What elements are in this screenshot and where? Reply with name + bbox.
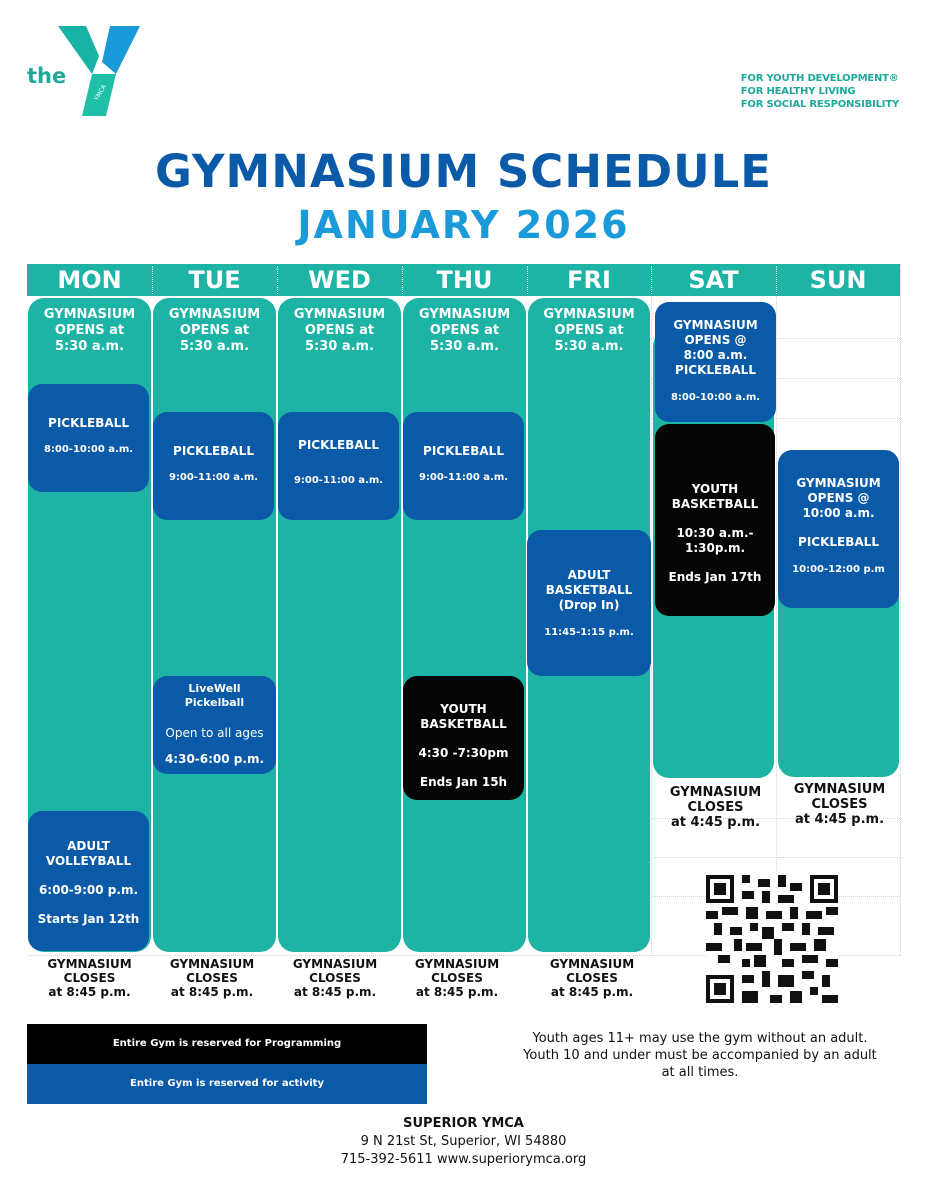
opens-line: OPENS at: [179, 323, 250, 338]
tuesday-opens: [153, 307, 276, 355]
opens-line: OPENS at: [304, 323, 375, 338]
block-title: 8:00 a.m.: [683, 348, 748, 362]
closes-line: at 8:45 p.m.: [415, 985, 499, 999]
thursday-closes: [400, 957, 514, 999]
thursday-youth-basketball-block: [403, 676, 524, 800]
note-line: Youth 10 and under must be accompanied by an adult: [523, 1048, 877, 1063]
opens-line: OPENS at: [554, 323, 624, 338]
block-title: 10:00 a.m.: [802, 506, 875, 520]
closes-line: GYMNASIUM: [793, 782, 886, 797]
sunday-pickleball-block: [778, 450, 899, 608]
opens-line: 5:30 a.m.: [179, 339, 250, 354]
tagline-line-3: FOR SOCIAL RESPONSIBILITY: [740, 99, 899, 110]
day-header-tue: TUE: [188, 266, 241, 294]
block-note: Ends Jan 15h: [419, 775, 508, 789]
qr-code-icon[interactable]: [706, 875, 838, 1003]
closes-line: at 8:45 p.m.: [293, 985, 377, 999]
block-title: BASKETBALL: [545, 583, 633, 597]
closes-line: GYMNASIUM: [549, 957, 635, 971]
ymca-logo-icon: [58, 26, 140, 116]
wednesday-opens: [278, 307, 401, 355]
legend-activity: Entire Gym is reserved for activity: [27, 1064, 427, 1104]
block-title: YOUTH: [691, 482, 739, 496]
block-title: Pickelball: [184, 696, 245, 709]
friday-closes: [528, 957, 656, 999]
block-title: OPENS @: [807, 491, 870, 505]
day-header-fri: FRI: [567, 266, 611, 294]
block-title: PICKLEBALL: [48, 416, 129, 430]
monday-opens: [28, 307, 151, 355]
footer-name: SUPERIOR YMCA: [403, 1116, 524, 1131]
block-time: 9:00-11:00 a.m.: [418, 472, 509, 483]
tagline: [741, 72, 899, 111]
day-header-sat: SAT: [688, 266, 739, 294]
block-time: 6:00-9:00 p.m.: [38, 883, 139, 897]
thursday-pickleball-block: [403, 412, 524, 520]
opens-line: GYMNASIUM: [293, 307, 386, 322]
block-time: 9:00-11:00 a.m.: [168, 472, 259, 483]
block-note: Open to all ages: [165, 726, 264, 740]
closes-line: GYMNASIUM: [292, 957, 378, 971]
block-title: GYMNASIUM: [796, 476, 881, 490]
tuesday-closes: [153, 957, 271, 999]
closes-line: GYMNASIUM: [414, 957, 500, 971]
closes-line: CLOSES: [811, 797, 868, 812]
closes-line: at 4:45 p.m.: [670, 815, 761, 830]
opens-line: OPENS at: [429, 323, 500, 338]
block-title: BASKETBALL: [420, 717, 507, 731]
opens-line: 5:30 a.m.: [429, 339, 500, 354]
thursday-open-hours: [403, 298, 526, 952]
header-divider: [402, 266, 403, 294]
block-time: 4:30 -7:30pm: [418, 746, 509, 760]
closes-line: GYMNASIUM: [47, 957, 132, 971]
header-divider: [651, 266, 652, 294]
wednesday-closes: [278, 957, 392, 999]
block-title: YOUTH: [440, 702, 487, 716]
block-title: (Drop In): [558, 598, 620, 612]
closes-line: CLOSES: [566, 971, 618, 985]
opens-line: 5:30 a.m.: [54, 339, 125, 354]
closes-line: GYMNASIUM: [169, 957, 255, 971]
friday-opens: [528, 307, 650, 355]
legend-programming: Entire Gym is reserved for Programming: [27, 1024, 427, 1064]
youth-policy-note: [500, 1030, 900, 1081]
day-header-sun: SUN: [809, 266, 867, 294]
header-divider: [152, 266, 153, 294]
block-time: 8:00-10:00 a.m.: [43, 444, 134, 455]
tuesday-open-hours: [153, 298, 276, 952]
block-time: 4:30-6:00 p.m.: [164, 752, 265, 766]
block-note: Starts Jan 12th: [37, 912, 140, 926]
saturday-pickleball-block: [655, 302, 776, 422]
grid-line: [651, 857, 900, 858]
closes-line: CLOSES: [309, 971, 361, 985]
friday-adult-basketball-block: [527, 530, 651, 676]
block-note: Ends Jan 17th: [668, 570, 762, 584]
page-subtitle: JANUARY 2026: [297, 203, 630, 247]
opens-line: GYMNASIUM: [168, 307, 261, 322]
block-time: 10:30 a.m.-: [676, 526, 754, 540]
logo-word: the: [27, 64, 67, 88]
footer-address: 9 N 21st St, Superior, WI 54880: [360, 1134, 567, 1149]
closes-line: GYMNASIUM: [669, 785, 762, 800]
header-divider: [527, 266, 528, 294]
block-time: 1:30p.m.: [684, 541, 746, 555]
opens-line: GYMNASIUM: [418, 307, 511, 322]
block-title: ADULT: [67, 839, 110, 853]
note-line: at all times.: [661, 1065, 739, 1080]
block-title: VOLLEYBALL: [45, 854, 132, 868]
block-title: PICKLEBALL: [675, 363, 756, 377]
block-time: 9:00-11:00 a.m.: [293, 475, 384, 486]
block-title: PICKLEBALL: [423, 444, 504, 458]
block-title: GYMNASIUM: [673, 318, 758, 332]
tuesday-livewell-block: [153, 676, 276, 774]
closes-line: CLOSES: [186, 971, 238, 985]
closes-line: at 8:45 p.m.: [48, 985, 131, 999]
day-header-mon: MON: [57, 266, 122, 294]
opens-line: GYMNASIUM: [543, 307, 635, 322]
block-title: PICKLEBALL: [173, 444, 254, 458]
saturday-youth-basketball-block: [655, 424, 775, 616]
block-title: BASKETBALL: [671, 497, 759, 511]
block-title: OPENS @: [684, 333, 747, 347]
page-title: GYMNASIUM SCHEDULE: [154, 145, 773, 198]
block-title: ADULT: [567, 568, 611, 582]
block-time: 11:45-1:15 p.m.: [544, 627, 634, 638]
footer-contact[interactable]: 715-392-5611 www.superiorymca.org: [340, 1152, 587, 1167]
closes-line: at 8:45 p.m.: [170, 985, 254, 999]
day-header-wed: WED: [308, 266, 371, 294]
closes-line: CLOSES: [687, 800, 744, 815]
logo-small-text: YMCA: [93, 83, 108, 102]
opens-line: GYMNASIUM: [43, 307, 136, 322]
header-divider: [776, 266, 777, 294]
saturday-closes: [653, 785, 778, 830]
day-header-thu: THU: [436, 266, 493, 294]
monday-pickleball-block: [28, 384, 149, 492]
tuesday-pickleball-block: [153, 412, 274, 520]
opens-line: OPENS at: [54, 323, 125, 338]
note-line: Youth ages 11+ may use the gym without an adult.: [532, 1031, 868, 1046]
thursday-opens: [403, 307, 526, 355]
block-time: 10:00-12:00 p.m: [792, 564, 885, 575]
tagline-line-1: FOR YOUTH DEVELOPMENT®: [740, 73, 899, 84]
block-time: 8:00-10:00 a.m.: [670, 392, 761, 403]
sunday-closes: [778, 782, 901, 827]
closes-line: CLOSES: [431, 971, 483, 985]
opens-line: 5:30 a.m.: [304, 339, 375, 354]
tagline-line-2: FOR HEALTHY LIVING: [740, 86, 856, 97]
closes-line: at 4:45 p.m.: [794, 812, 885, 827]
block-title: PICKLEBALL: [798, 535, 879, 549]
header-divider: [277, 266, 278, 294]
opens-line: 5:30 a.m.: [554, 339, 624, 354]
block-title: PICKLEBALL: [298, 438, 379, 452]
monday-volleyball-block: [28, 811, 149, 951]
block-title: LiveWell: [188, 682, 241, 695]
closes-line: CLOSES: [63, 971, 116, 985]
wednesday-pickleball-block: [278, 412, 399, 520]
monday-closes: [28, 957, 151, 999]
closes-line: at 8:45 p.m.: [550, 985, 634, 999]
wednesday-open-hours: [278, 298, 401, 952]
